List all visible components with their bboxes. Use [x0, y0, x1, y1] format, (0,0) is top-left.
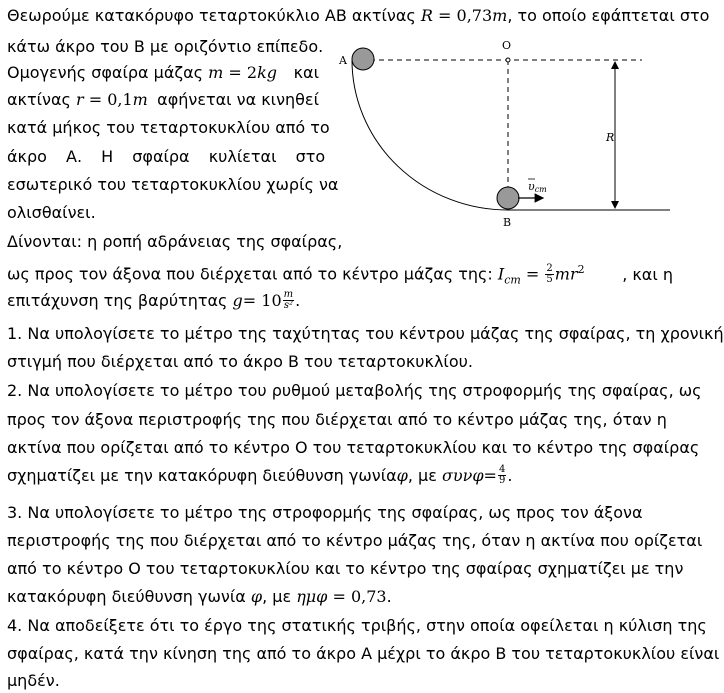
quarter-circle-arc — [352, 60, 508, 210]
fraction-numerator: 4 — [498, 464, 506, 475]
velocity-subscript: cm — [534, 185, 547, 194]
intro-line-2 — [7, 37, 323, 57]
question-2-line-2 — [7, 410, 667, 430]
radius-symbol: R — [420, 6, 433, 25]
question-text: , με — [407, 465, 437, 485]
exponent: 2 — [577, 263, 585, 276]
intro-text: και — [293, 63, 319, 82]
question-1-line-1 — [7, 324, 724, 344]
ball-at-b — [497, 187, 519, 209]
cosine-term: συνφ — [441, 465, 484, 485]
question-text: από το κέντρο Ο του τεταρτοκυκλίου και το κέντρο της σφαίρας σχηματίζει με την — [7, 559, 684, 578]
intro-line-6 — [7, 147, 326, 167]
intro-text: . — [295, 290, 301, 310]
sine-term: ημφ — [296, 587, 328, 606]
unit-numerator: m — [283, 289, 294, 300]
question-text: σφαίρας, κατά την κίνηση της από το άκρο Α μέχρι το άκρο Β του τεταρτοκυκλίου είναι — [7, 644, 720, 663]
intro-text: , και η — [622, 265, 673, 285]
mass-unit: kg — [257, 63, 278, 82]
question-text: 3. Να υπολογίσετε το μέτρο της στροφορμής της σφαίρας, ως προς τον άξονα — [7, 503, 643, 522]
intro-text: Θεωρούμε κατακόρυφο τεταρτοκύκλιο ΑΒ ακτίνας — [7, 6, 421, 25]
radius-unit: m — [492, 6, 508, 25]
intro-line-5 — [7, 118, 330, 138]
question-text: περιστροφής της που διέρχεται από το κέντρο μάζας της, όταν η ακτίνα που ορίζεται — [7, 531, 703, 550]
question-2-line-1 — [7, 381, 702, 401]
intro-text: , το οποίο εφάπτεται στο — [507, 6, 710, 25]
center-point-o — [506, 58, 510, 62]
intro-text: ολισθαίνει. — [7, 203, 96, 222]
intro-text: ακτίνας — [7, 90, 76, 109]
intro-line-1 — [7, 6, 709, 26]
quarter-circle-diagram — [330, 30, 675, 235]
question-text: ακτίνα που ορίζεται από το κέντρο Ο του τεταρτοκυκλίου και το κέντρο της σφαίρας — [7, 438, 700, 457]
small-radius-unit: m — [132, 90, 148, 109]
fraction-denominator: 5 — [546, 274, 553, 286]
intro-text: εσωτερικό του τεταρτοκυκλίου χωρίς να — [7, 175, 339, 194]
question-text: . — [507, 465, 513, 485]
gravity-value: = 10 — [242, 290, 282, 310]
question-3-line-4 — [7, 587, 392, 607]
intro-line-10 — [7, 260, 673, 291]
question-3-line-3 — [7, 559, 683, 579]
question-3-line-2 — [7, 531, 702, 551]
inertia-fraction — [545, 264, 553, 285]
small-radius-symbol: r — [75, 90, 84, 109]
intro-line-8 — [7, 203, 96, 223]
velocity-symbol: υ — [528, 180, 535, 193]
question-2-line-4 — [7, 465, 512, 486]
label-r: R — [606, 131, 615, 144]
question-text: 4. Να αποδείξετε ότι το έργο της στατικής τριβής, στην οποία οφείλεται η κύλιση της — [7, 616, 707, 635]
mr-term: mr — [554, 264, 578, 284]
intro-line-3 — [7, 63, 319, 83]
intro-text: επιτάχυνση της βαρύτητας — [7, 290, 228, 310]
intro-text: Δίνονται: η ροπή αδράνειας της σφαίρας, — [7, 232, 343, 251]
gravity-symbol: g — [232, 290, 243, 310]
question-text: στιγμή που διέρχεται από το άκρο Β του τεταρτοκυκλίου. — [7, 352, 473, 371]
label-velocity — [528, 180, 547, 194]
sine-value: = 0,73 — [327, 587, 387, 606]
equals-sign: = — [520, 264, 545, 284]
question-text: σχηματίζει με την κατακόρυφη διεύθυνση γωνία — [7, 465, 397, 485]
ball-at-a — [352, 48, 374, 70]
question-2-line-3 — [7, 438, 699, 458]
inertia-subscript: cm — [504, 273, 521, 287]
question-text: μηδέν. — [7, 671, 60, 690]
intro-text: κάτω άκρο του Β με οριζόντιο επίπεδο. — [7, 37, 324, 56]
intro-text: ως προς τον άξονα που διέρχεται από το κέντρο μάζας της: — [7, 264, 498, 284]
question-3-line-1 — [7, 503, 642, 523]
intro-line-11 — [7, 290, 300, 311]
unit-denominator: s² — [283, 300, 293, 311]
intro-text: αφήνεται να κινηθεί — [157, 90, 319, 109]
label-o: O — [502, 39, 512, 52]
question-text: προς τον άξονα περιστροφής της που διέρχεται από το κέντρο μάζας της, όταν η — [7, 410, 667, 429]
question-4-line-2 — [7, 644, 719, 664]
label-a: A — [339, 54, 347, 67]
angle-symbol: φ — [250, 587, 263, 606]
intro-line-4 — [7, 90, 319, 110]
radius-value: = 0,73 — [432, 6, 493, 25]
question-text: . — [386, 587, 392, 606]
intro-text: κατά μήκος του τεταρτοκυκλίου από το — [7, 118, 330, 137]
equals-sign: = — [483, 465, 497, 485]
cosine-fraction — [498, 465, 506, 486]
angle-symbol: φ — [396, 465, 408, 485]
mass-symbol: m — [208, 63, 224, 82]
question-1-line-2 — [7, 352, 473, 372]
small-radius-value: = 0,1 — [83, 90, 133, 109]
question-text: κατακόρυφη διεύθυνση γωνία — [7, 587, 251, 606]
intro-text: Ομογενής σφαίρα μάζας — [7, 63, 209, 82]
fraction-denominator: 9 — [498, 475, 506, 486]
intro-line-7 — [7, 175, 338, 195]
intro-text: άκρο Α. Η σφαίρα κυλίεται στο — [7, 147, 326, 166]
label-b: B — [503, 216, 512, 229]
question-4-line-1 — [7, 616, 707, 636]
inertia-symbol: I — [497, 264, 505, 284]
question-4-line-3 — [7, 671, 60, 691]
intro-line-9 — [7, 232, 342, 252]
question-text: 1. Να υπολογίσετε το μέτρο της ταχύτητας του κέντρου μάζας της σφαίρας, τη χρονική — [7, 324, 724, 343]
mass-value: = 2 — [223, 63, 258, 82]
gravity-unit-fraction — [283, 290, 294, 311]
question-text: 2. Να υπολογίσετε το μέτρο του ρυθμού μεταβολής της στροφορμής της σφαίρας, ως — [7, 381, 702, 400]
fraction-numerator: 2 — [546, 263, 553, 275]
question-text: , με — [262, 587, 297, 606]
